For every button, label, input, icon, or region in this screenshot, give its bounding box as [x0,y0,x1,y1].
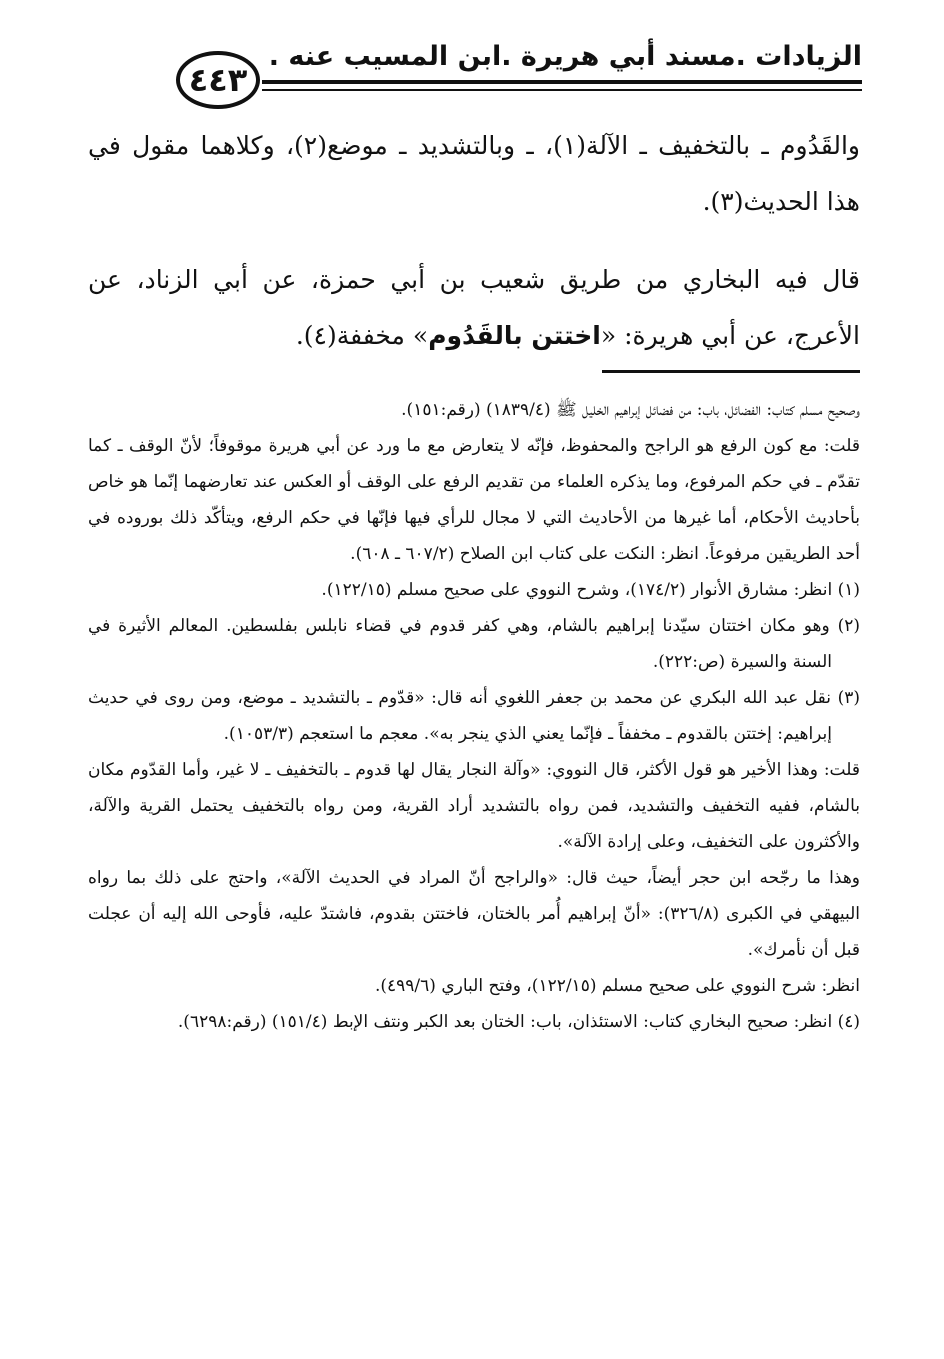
page-number-badge: ٤٤٣ [176,51,260,109]
footnote-3-references: انظر: شرح النووي على صحيح مسلم (١٢٢/١٥)، وفتح الباري (٤٩٩/٦). [374,976,860,996]
main-paragraph-2-start: قال فيه البخاري من طريق شعيب بن أبي حمزة، عن أبي الزناد، عن الأعرج، عن أبي هريرة: « [88,265,860,350]
running-title: الزيادات .مسند أبي هريرة .ابن المسيب عنه . [268,41,862,72]
main-paragraph-1: والقَدُوم ـ بالتخفيف ـ الآلة(١)، ـ وبالتشديد ـ موضع(٢)، وكلاهما مقول في هذا الحديث(٣). [88,131,861,216]
footnote-continuation-2: قلت: مع كون الرفع هو الراجح والمحفوظ، فإنّه لا يتعارض مع ما ورد عن أبي هريرة موقوفاً؛ لأنّ الوقف ـ كما تقدّم ـ في حكم المرفوع، وما يذكره العلماء من تقديم الرفع على الوقف أو العكس عند تعارضهما إنّما هو خاص بأحاديث الأحكام، أما غيرها من الأحاديث التي لا مجال للرأي فيها فإنّها في حكم الرفع، ويتأكّد ذلك بوروده في أحد الطريقين مرفوعاً. انظر: النكت على كتاب ابن الصلاح (٦٠٧/٢ ـ ٦٠٨). [88,436,860,564]
footnote-continuation-1: وصحيح مسلم كتاب: الفضائل، باب: من فضائل إبراهيم الخليل ﷺ (١٨٣٩/٤) (رقم:١٥١). [401,400,860,420]
footnote-separator [602,370,860,373]
header-rule-thick [262,80,862,84]
footnote-3-ibn-hajar: وهذا ما رجّحه ابن حجر أيضاً، حيث قال: «والراجح أنّ المراد في الحديث الآلة»، واحتج على ذلك بما رواه البيهقي في الكبرى (٣٢٦/٨): «أنّ إبراهيم أُمر بالختان، فاختتن بقدوم، فاشتدّ عليه، فأوحى الله إليه أن عجلت قبل أن نأمرك». [88,868,860,960]
footnote-3-comment: قلت: وهذا الأخير هو قول الأكثر، قال النووي: «وآلة النجار يقال لها قدوم ـ بالتخفيف ـ لا غير، وأما القدّوم مكان بالشام، ففيه التخفيف والتشديد، فمن رواه بالتشديد أراد القرية، ومن رواه بالتخفيف يحتمل القرية والآلة، والأكثرون على التخفيف، وعلى إرادة الآلة». [88,760,860,852]
footnotes [88,392,860,1040]
footnote-4: (٤) انظر: صحيح البخاري كتاب: الاستئذان، باب: الختان بعد الكبر ونتف الإبط (١٥١/٤) (رقم:٦٢٩٨). [177,1012,860,1032]
main-paragraph-2 [88,252,860,364]
main-paragraph-2-end: » مخففة(٤). [295,321,429,350]
hadith-quote: اختتن بالقَدُوم [428,321,601,350]
footnote-2: (٢) وهو مكان اختتان سيّدنا إبراهيم بالشام، وهي كفر قدوم في قضاء نابلس بفلسطين. المعالم الأثيرة في السنة والسيرة (ص:٢٢٢). [88,616,860,672]
header-rule-thin [262,89,862,91]
footnote-1: (١) انظر: مشارق الأنوار (١٧٤/٢)، وشرح النووي على صحيح مسلم (١٢٢/١٥). [321,580,860,600]
footnote-3: (٣) نقل عبد الله البكري عن محمد بن جعفر اللغوي أنه قال: «قدّوم ـ بالتشديد ـ موضع، ومن روى في حديث إبراهيم: إختتن بالقدوم ـ مخففاً ـ فإنّما يعني الذي ينجر به». معجم ما استعجم (١٠٥٣/٣). [88,688,860,744]
main-text [88,118,860,364]
